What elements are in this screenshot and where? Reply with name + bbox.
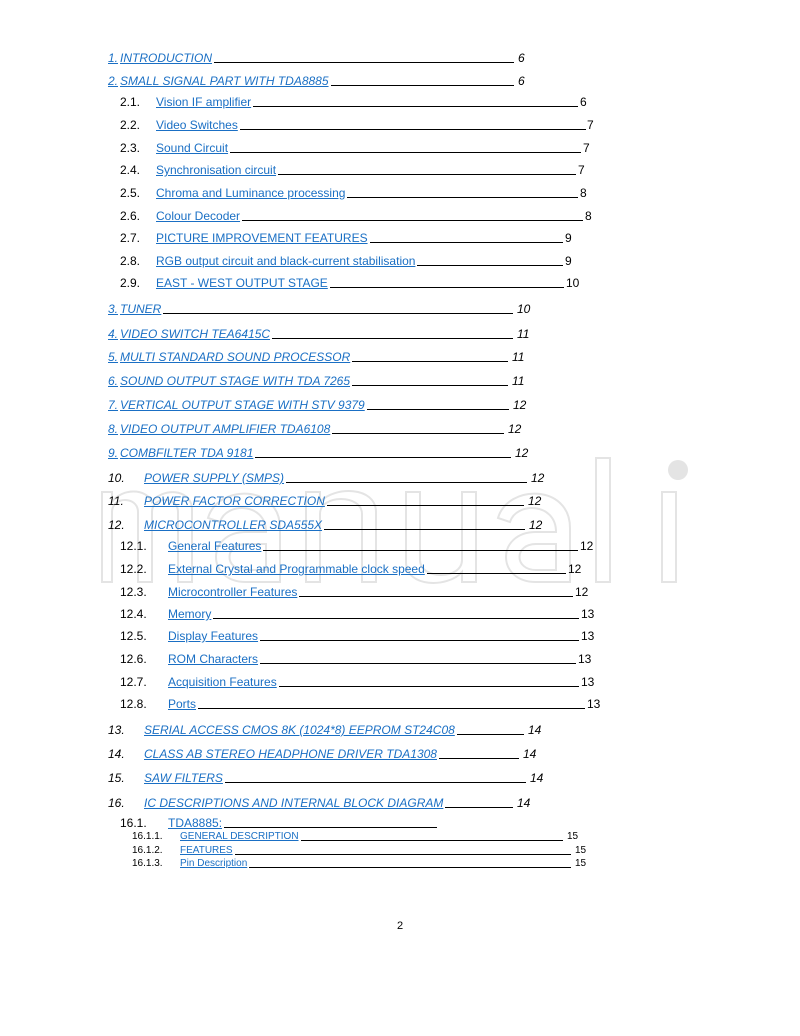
toc-entry-page: 12 — [513, 398, 527, 412]
toc-entry-number: 2.4. — [120, 163, 141, 177]
toc-entry-number: 7. — [108, 398, 119, 412]
toc-entry[interactable] — [0, 397, 800, 413]
toc-entry-number: 9. — [108, 446, 119, 460]
toc-entry[interactable] — [0, 493, 800, 509]
toc-leader-line — [324, 529, 525, 530]
toc-entry[interactable] — [0, 140, 800, 156]
toc-entry[interactable] — [0, 674, 800, 690]
toc-entry-link[interactable]: IC DESCRIPTIONS AND INTERNAL BLOCK DIAGRAM — [144, 796, 444, 810]
toc-entry-link[interactable]: ROM Characters — [168, 652, 259, 666]
toc-leader-line — [279, 686, 579, 687]
toc-entry-link[interactable]: CLASS AB STEREO HEADPHONE DRIVER TDA1308 — [144, 747, 437, 761]
toc-entry[interactable] — [0, 301, 800, 317]
toc-entry[interactable] — [0, 561, 800, 577]
toc-leader-line — [301, 840, 563, 841]
toc-entry-page: 12 — [580, 539, 594, 553]
toc-entry-number: 4. — [108, 327, 119, 341]
toc-entry-link[interactable]: FEATURES — [180, 845, 233, 856]
toc-entry-number: 2.3. — [120, 141, 141, 155]
toc-entry-link[interactable]: External Crystal and Programmable clock speed — [168, 562, 425, 576]
toc-entry-number: 12.2. — [120, 562, 147, 576]
toc-entry-number: 2. — [108, 74, 119, 88]
toc-entry-number: 16. — [108, 796, 125, 810]
toc-entry-link[interactable]: RGB output circuit and black-current stabilisation — [156, 254, 416, 268]
toc-entry-page: 13 — [581, 675, 595, 689]
toc-entry-number: 12.8. — [120, 697, 147, 711]
toc-leader-line — [370, 242, 563, 243]
toc-entry-number: 15. — [108, 771, 125, 785]
toc-entry[interactable] — [0, 73, 800, 89]
toc-entry-page: 15 — [575, 845, 587, 856]
toc-entry[interactable] — [0, 445, 800, 461]
toc-leader-line — [457, 734, 524, 735]
toc-entry[interactable] — [0, 844, 800, 857]
toc-entry-number: 2.5. — [120, 186, 141, 200]
toc-entry[interactable] — [0, 746, 800, 762]
toc-entry-link[interactable]: INTRODUCTION — [120, 51, 212, 65]
toc-entry-page: 6 — [518, 51, 525, 65]
toc-entry-link[interactable]: POWER FACTOR CORRECTION — [144, 494, 325, 508]
toc-leader-line — [330, 287, 564, 288]
toc-entry-page: 6 — [518, 74, 525, 88]
toc-entry-page: 9 — [565, 254, 572, 268]
toc-entry-number: 12.4. — [120, 607, 147, 621]
toc-entry-number: 3. — [108, 302, 119, 316]
toc-entry-link[interactable]: SERIAL ACCESS CMOS 8K (1024*8) EEPROM ST24C08 — [144, 723, 455, 737]
toc-leader-line — [253, 106, 578, 107]
toc-entry-page: 12 — [575, 585, 589, 599]
toc-entry-number: 2.2. — [120, 118, 141, 132]
toc-entry-link[interactable]: Microcontroller Features — [168, 585, 298, 599]
toc-entry-page: 13 — [578, 652, 592, 666]
toc-entry-link[interactable]: Video Switches — [156, 118, 238, 132]
toc-entry-number: 10. — [108, 471, 125, 485]
toc-entry-number: 1. — [108, 51, 119, 65]
toc-entry-number: 6. — [108, 374, 119, 388]
toc-entry-page: 12 — [528, 494, 542, 508]
toc-entry-page: 12 — [508, 422, 522, 436]
toc-entry[interactable] — [0, 50, 800, 66]
toc-entry-link[interactable]: Pin Description — [180, 858, 248, 869]
toc-entry-page: 7 — [587, 118, 594, 132]
toc-leader-line — [331, 85, 514, 86]
toc-entry-page: 12 — [568, 562, 582, 576]
toc-leader-line — [332, 433, 504, 434]
toc-entry-link[interactable]: Sound Circuit — [156, 141, 229, 155]
toc-entry-page: 9 — [565, 231, 572, 245]
toc-entry-link[interactable]: Acquisition Features — [168, 675, 277, 689]
toc-entry-number: 2.7. — [120, 231, 141, 245]
toc-entry-link[interactable]: Memory — [168, 607, 212, 621]
toc-entry-link[interactable]: SOUND OUTPUT STAGE WITH TDA 7265 — [120, 374, 351, 388]
toc-leader-line — [198, 708, 585, 709]
toc-leader-line — [272, 338, 513, 339]
toc-entry-number: 16.1.3. — [132, 858, 163, 869]
toc-leader-line — [214, 62, 514, 63]
toc-entry-number: 13. — [108, 723, 125, 737]
toc-leader-line — [445, 807, 513, 808]
toc-entry-number: 8. — [108, 422, 119, 436]
toc-entry-link[interactable]: EAST - WEST OUTPUT STAGE — [156, 276, 328, 290]
toc-leader-line — [240, 129, 586, 130]
toc-entry-link[interactable]: Colour Decoder — [156, 209, 241, 223]
toc-entry-number: 14. — [108, 747, 125, 761]
toc-entry[interactable] — [0, 275, 800, 291]
toc-entry-page: 13 — [581, 607, 595, 621]
toc-entry[interactable] — [0, 517, 800, 533]
toc-leader-line — [225, 782, 526, 783]
toc-entry[interactable] — [0, 857, 800, 870]
toc-entry-link[interactable]: TDA8885: — [168, 816, 223, 830]
toc-leader-line — [263, 550, 578, 551]
toc-leader-line — [260, 663, 576, 664]
toc-entry-page: 7 — [583, 141, 590, 155]
toc-entry-page: 8 — [585, 209, 592, 223]
toc-entry[interactable] — [0, 722, 800, 738]
toc-entry[interactable] — [0, 421, 800, 437]
toc-entry-page: 13 — [581, 629, 595, 643]
toc-entry[interactable] — [0, 470, 800, 486]
toc-entry-number: 12.5. — [120, 629, 147, 643]
toc-entry-number: 2.1. — [120, 95, 141, 109]
toc-entry-number: 12.3. — [120, 585, 147, 599]
toc-entry-page: 7 — [578, 163, 585, 177]
toc-entry-page: 6 — [580, 95, 587, 109]
toc-leader-line — [230, 152, 581, 153]
toc-entry[interactable] — [0, 230, 800, 246]
toc-entry-number: 12. — [108, 518, 125, 532]
toc-entry[interactable] — [0, 584, 800, 600]
toc-leader-line — [367, 409, 509, 410]
toc-leader-line — [163, 313, 513, 314]
toc-entry[interactable] — [0, 208, 800, 224]
toc-entry-link[interactable]: Chroma and Luminance processing — [156, 186, 346, 200]
toc-entry-link[interactable]: MICROCONTROLLER SDA555X — [144, 518, 323, 532]
toc-entry[interactable] — [0, 830, 800, 843]
toc-entry-page: 11 — [512, 350, 525, 364]
toc-entry[interactable] — [0, 815, 800, 831]
toc-entry[interactable] — [0, 185, 800, 201]
toc-entry-number: 2.8. — [120, 254, 141, 268]
toc-entry[interactable] — [0, 373, 800, 389]
toc-entry-page: 15 — [567, 831, 579, 842]
toc-entry-link[interactable]: VERTICAL OUTPUT STAGE WITH STV 9379 — [120, 398, 365, 412]
toc-entry[interactable] — [0, 538, 800, 554]
toc-entry-link[interactable]: TUNER — [120, 302, 162, 316]
toc-entry-link[interactable]: GENERAL DESCRIPTION — [180, 831, 299, 842]
toc-leader-line — [249, 867, 571, 868]
toc-entry-link[interactable]: General Features — [168, 539, 262, 553]
toc-leader-line — [427, 573, 566, 574]
toc-entry-page: 14 — [523, 747, 537, 761]
toc-entry-link[interactable]: Synchronisation circuit — [156, 163, 277, 177]
toc-leader-line — [439, 758, 519, 759]
toc-entry-number: 16.1. — [120, 816, 147, 830]
toc-entry-link[interactable]: VIDEO SWITCH TEA6415C — [120, 327, 271, 341]
toc-entry-number: 12.7. — [120, 675, 147, 689]
toc-entry-link[interactable]: SMALL SIGNAL PART WITH TDA8885 — [120, 74, 329, 88]
toc-entry-page: 12 — [515, 446, 529, 460]
toc-entry-link[interactable]: PICTURE IMPROVEMENT FEATURES — [156, 231, 368, 245]
toc-entry[interactable] — [0, 696, 800, 712]
toc-entry-page: 11 — [512, 374, 525, 388]
toc-entry-number: 5. — [108, 350, 119, 364]
toc-entry-link[interactable]: SAW FILTERS — [144, 771, 223, 785]
toc-entry-page: 12 — [529, 518, 543, 532]
toc-leader-line — [352, 385, 508, 386]
toc-entry[interactable] — [0, 117, 800, 133]
toc-entry-link[interactable]: MULTI STANDARD SOUND PROCESSOR — [120, 350, 351, 364]
toc-entry-page: 14 — [528, 723, 542, 737]
toc-entry-page: 10 — [517, 302, 531, 316]
toc-entry-number: 12.1. — [120, 539, 147, 553]
toc-entry[interactable] — [0, 628, 800, 644]
toc-entry-number: 11. — [108, 494, 124, 508]
toc-leader-line — [352, 361, 508, 362]
toc-entry[interactable] — [0, 795, 800, 811]
toc-entry[interactable] — [0, 94, 800, 110]
page-number: 2 — [396, 920, 404, 932]
toc-leader-line — [235, 854, 571, 855]
toc-entry-page: 12 — [531, 471, 545, 485]
toc-entry-number: 2.9. — [120, 276, 141, 290]
toc-leader-line — [213, 618, 579, 619]
toc-entry-link[interactable]: VIDEO OUTPUT AMPLIFIER TDA6108 — [120, 422, 331, 436]
toc-entry[interactable] — [0, 162, 800, 178]
toc-entry-number: 16.1.1. — [132, 831, 163, 842]
toc-entry-page: 10 — [566, 276, 580, 290]
toc-entry-link[interactable]: POWER SUPPLY (SMPS) — [144, 471, 285, 485]
toc-entry[interactable] — [0, 770, 800, 786]
toc-entry-page: 11 — [517, 327, 530, 341]
toc-leader-line — [242, 220, 583, 221]
toc-entry-page: 14 — [517, 796, 531, 810]
toc-entry-number: 12.6. — [120, 652, 147, 666]
toc-entry-link[interactable]: Vision IF amplifier — [156, 95, 252, 109]
toc-leader-line — [417, 265, 563, 266]
toc-leader-line — [255, 457, 511, 458]
toc-entry-page: 8 — [580, 186, 587, 200]
toc-leader-line — [286, 482, 527, 483]
toc-leader-line — [327, 505, 524, 506]
toc-entry-page: 13 — [587, 697, 601, 711]
toc-entry-number: 2.6. — [120, 209, 141, 223]
toc-entry-page: 15 — [575, 858, 587, 869]
toc-entry-link[interactable]: COMBFILTER TDA 9181 — [120, 446, 254, 460]
toc-entry-page: 14 — [530, 771, 544, 785]
toc-leader-line — [224, 827, 437, 828]
toc-leader-line — [347, 197, 578, 198]
toc-entry[interactable] — [0, 651, 800, 667]
toc-entry-link[interactable]: Ports — [168, 697, 197, 711]
toc-entry[interactable] — [0, 253, 800, 269]
toc-leader-line — [299, 596, 573, 597]
toc-entry[interactable] — [0, 326, 800, 342]
toc-leader-line — [278, 174, 576, 175]
toc-entry[interactable] — [0, 349, 800, 365]
toc-entry-number: 16.1.2. — [132, 845, 163, 856]
toc-entry[interactable] — [0, 606, 800, 622]
toc-leader-line — [260, 640, 579, 641]
toc-entry-link[interactable]: Display Features — [168, 629, 259, 643]
